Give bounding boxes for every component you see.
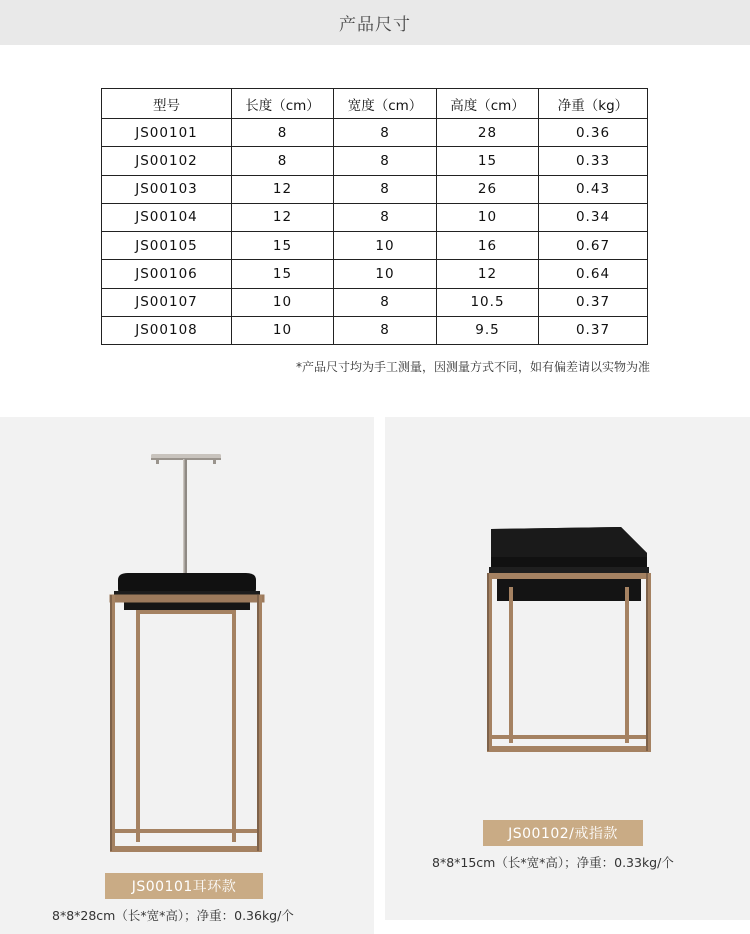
- table-row: [102, 175, 648, 203]
- earring-spec-text: 8*8*28cm（长*宽*高）；净重：0.36kg/个: [52, 908, 294, 923]
- earring-stand-illustration: [0, 417, 374, 934]
- cell-model: JS00108: [102, 316, 232, 344]
- spec-table: [101, 88, 648, 345]
- table-row: [102, 260, 648, 288]
- cell-length: 10: [232, 288, 334, 316]
- cell-height: 10: [437, 203, 539, 231]
- measurement-footnote: *产品尺寸均为手工测量，因测量方式不同，如有偏差请以实物为准: [295, 360, 650, 374]
- cell-model: JS00107: [102, 288, 232, 316]
- cell-weight: 0.37: [539, 316, 648, 344]
- cell-model: JS00102: [102, 147, 232, 175]
- cell-model: JS00106: [102, 260, 232, 288]
- cell-length: 12: [232, 175, 334, 203]
- table-row: [102, 147, 648, 175]
- cell-weight: 0.67: [539, 232, 648, 260]
- cell-width: 10: [334, 232, 437, 260]
- product-panel-ring: [385, 417, 750, 920]
- cell-model: JS00103: [102, 175, 232, 203]
- cell-weight: 0.36: [539, 119, 648, 147]
- cell-model: JS00101: [102, 119, 232, 147]
- cell-length: 15: [232, 260, 334, 288]
- cell-height: 28: [437, 119, 539, 147]
- cell-model: JS00104: [102, 203, 232, 231]
- cell-height: 15: [437, 147, 539, 175]
- table-row: [102, 119, 648, 147]
- cell-width: 8: [334, 316, 437, 344]
- cell-height: 10.5: [437, 288, 539, 316]
- cell-length: 8: [232, 119, 334, 147]
- cell-weight: 0.64: [539, 260, 648, 288]
- cell-height: 16: [437, 232, 539, 260]
- ring-model-label: JS00102/戒指款: [483, 820, 643, 846]
- cell-model: JS00105: [102, 232, 232, 260]
- table-header-row: [102, 89, 648, 119]
- column-header-length: 长度（cm）: [232, 89, 334, 119]
- column-header-height: 高度（cm）: [437, 89, 539, 119]
- table-row: [102, 232, 648, 260]
- column-header-weight: 净重（kg）: [539, 89, 648, 119]
- cell-length: 15: [232, 232, 334, 260]
- cell-height: 12: [437, 260, 539, 288]
- cell-width: 8: [334, 288, 437, 316]
- cell-length: 8: [232, 147, 334, 175]
- column-header-model: 型号: [102, 89, 232, 119]
- cell-height: 26: [437, 175, 539, 203]
- cell-weight: 0.43: [539, 175, 648, 203]
- cell-height: 9.5: [437, 316, 539, 344]
- cell-weight: 0.33: [539, 147, 648, 175]
- cell-width: 8: [334, 175, 437, 203]
- cell-width: 8: [334, 203, 437, 231]
- cell-width: 8: [334, 119, 437, 147]
- cell-length: 10: [232, 316, 334, 344]
- section-title: 产品尺寸: [339, 15, 411, 35]
- cell-width: 8: [334, 147, 437, 175]
- earring-model-label: JS00101耳环款: [105, 873, 263, 899]
- table-row: [102, 316, 648, 344]
- section-header: [0, 0, 750, 45]
- ring-spec-text: 8*8*15cm（长*宽*高）；净重：0.33kg/个: [432, 855, 674, 870]
- cell-weight: 0.37: [539, 288, 648, 316]
- column-header-width: 宽度（cm）: [334, 89, 437, 119]
- cell-length: 12: [232, 203, 334, 231]
- cell-width: 10: [334, 260, 437, 288]
- table-row: [102, 288, 648, 316]
- table-row: [102, 203, 648, 231]
- cell-weight: 0.34: [539, 203, 648, 231]
- product-panel-earring: [0, 417, 374, 934]
